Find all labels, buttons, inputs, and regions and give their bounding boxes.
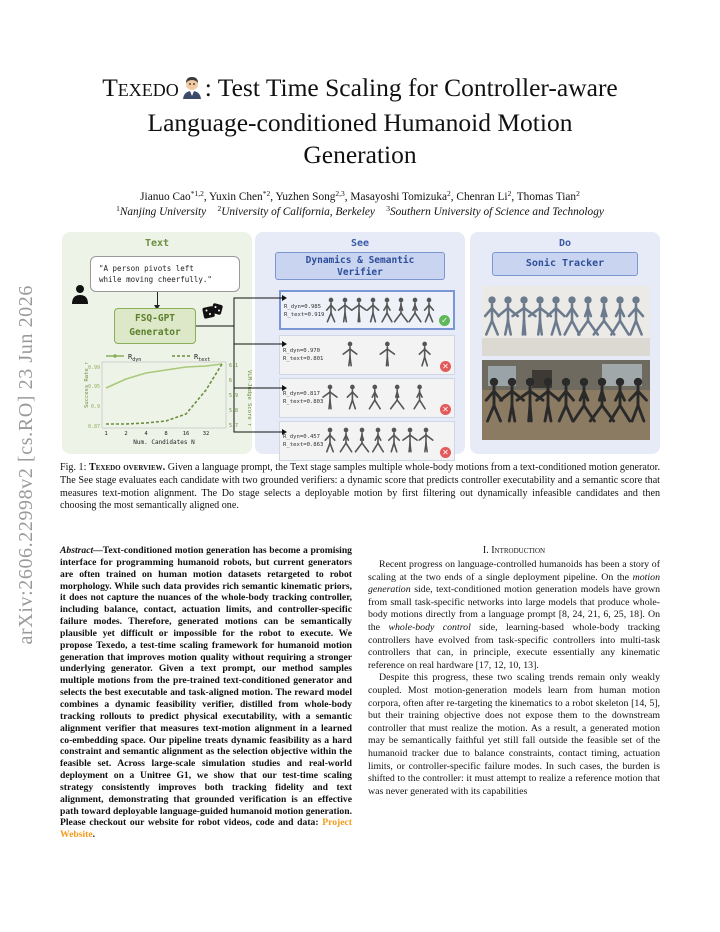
x-tick: 32: [202, 431, 210, 437]
intro-p1-em1: motion generation: [368, 571, 660, 596]
x-tick: 1: [104, 431, 108, 437]
y-right-tick: 6.1: [229, 363, 239, 369]
y-left-tick: 0.99: [87, 365, 100, 371]
score-text: R_text=0.863: [283, 442, 324, 448]
figure-caption: [60, 462, 660, 513]
author-sup: 2,3: [335, 189, 345, 198]
author: Thomas Tian: [516, 191, 577, 203]
verifier-line2: Verifier: [337, 267, 383, 278]
title-name: Texedo: [102, 73, 179, 102]
legend-text: $R_{text}$: [194, 353, 211, 363]
score-dyn: R_dyn=0.457: [283, 434, 321, 440]
generator-line2: Generator: [129, 327, 181, 338]
intro-p1-c: side, learning-based whole-body tracking controllers have evolved from task-specific controllers into multi-task controllers that can, in principle, execute essentially any kinematic reference on real hardware [17, 12, 10, 13].: [368, 621, 660, 671]
author: Chenran Li: [456, 191, 508, 203]
generator-line1: FSQ-GPT: [134, 313, 176, 324]
do-panel: [470, 232, 660, 454]
check-icon: ✓: [439, 315, 450, 326]
legend-dyn: $R_{dyn}$: [128, 353, 142, 363]
candidate-scores: [283, 390, 323, 406]
y-left-tick: 0.87: [87, 424, 100, 430]
candidate-motion: [279, 335, 455, 375]
do-panel-title: Do: [558, 238, 572, 249]
motion-frames: [320, 381, 442, 415]
intro-p1-a: Recent progress on language-controlled humanoids has been a story of scaling at the two ends of a single deployment pipeline. On the: [368, 559, 660, 583]
affiliation: Nanjing University: [119, 206, 207, 218]
y-right-tick: 6: [229, 378, 233, 384]
xlabel: Num. Candidates N: [133, 439, 195, 446]
author-sup: 2: [447, 189, 451, 198]
author: Yuxin Chen: [209, 191, 263, 203]
arxiv-id: arXiv:2606.22998v2 [cs.RO] 23 Jun 2026: [14, 285, 37, 645]
candidate-motion: [279, 421, 455, 461]
verifier-line1: Dynamics & Semantic: [305, 255, 415, 266]
y-left-tick: 0.9: [90, 404, 100, 410]
caption-body: Given a language prompt, the Text stage samples multiple whole-body motions from a text-conditioned motion generator. The See stage evaluates each candidate with two grounded verifiers: a dynamic score that predicts controller executability and a semantic score that measures text-motion alignment. The Do stage selects a deployable motion by first filtering out dynamically infeasible candidates and then choosing the most semantically aligned one.: [60, 462, 661, 512]
see-panel-title: See: [350, 238, 370, 249]
tracker-box: Sonic Tracker: [492, 252, 638, 276]
x-tick: 2: [124, 431, 128, 437]
motion-frames: [321, 294, 443, 328]
cross-icon: ✕: [440, 361, 451, 372]
author: Yuzhen Song: [275, 191, 336, 203]
abstract-label: Abstract: [60, 545, 94, 556]
candidate-scores: [283, 347, 323, 363]
intro-paragraph-2: Despite this progress, these two scaling trends remain only weakly coupled. Most motion-generation models learn from human motion corpora, often after re-targeting the kinematics to a robot skeleton [14, 5], but their training objective does not expose them to the downstream controller that must realize the motion. As a result, a generated motion may be semantically faithful yet still fall outside the feasible set of the humanoid tracker due to balance constraints, contact timing, actuation limits, or controller-specific failure modes. In such cases, the burden is shifted to the controller: it must attempt to realize a reference motion that was never generated with its capabilities: [368, 672, 660, 797]
score-text: R_text=0.803: [283, 399, 324, 405]
prompt-bubble: [90, 256, 240, 292]
author-sup: *1,2: [190, 189, 204, 198]
intro-text: [368, 559, 660, 798]
y-right-tick: 5.8: [229, 408, 239, 414]
author: Masayoshi Tomizuka: [350, 191, 448, 203]
real-robot-photo: [482, 360, 650, 440]
score-text: R_text=0.801: [283, 356, 324, 362]
author-sup: 2: [507, 189, 512, 198]
intro-paragraph-1: [368, 559, 660, 672]
caption-bold: Texedo overview.: [89, 462, 166, 473]
simulation-image: [482, 286, 650, 356]
motion-frames: [320, 338, 442, 372]
x-tick: 16: [182, 431, 190, 437]
prompt-line2: while moving cheerfully.": [99, 275, 212, 284]
ylabel-right: VLM-Judge Score ↑: [246, 370, 252, 427]
author-list: Jianuo Cao$^{*1,2}$, Yuxin Chen$^{*2}$, Yuzhen Song$^{2,3}$, Masayoshi Tomizuka$^2$, Chenran Li$^2$, Thomas Tian$^2$: [140, 189, 580, 203]
y-right-tick: 5.9: [229, 393, 239, 399]
person-face-icon: [180, 75, 204, 107]
candidate-scores: [283, 433, 323, 449]
section-number: I.: [482, 545, 489, 556]
author-sup: *2: [262, 189, 271, 198]
project-website-link[interactable]: Project Website: [60, 817, 352, 841]
x-tick: 8: [164, 431, 168, 437]
paper-title: [60, 72, 660, 171]
score-dyn: R_dyn=0.817: [283, 391, 321, 397]
figure-1: [62, 232, 660, 457]
title-line3: Generation: [303, 140, 417, 169]
caption-label: Fig. 1:: [60, 462, 87, 473]
score-dyn: R_dyn=0.985: [284, 304, 322, 310]
affiliation-sup: 3: [386, 204, 390, 213]
arxiv-stamp: [10, 255, 42, 675]
abstract: [60, 545, 352, 841]
affiliation: University of California, Berkeley: [221, 206, 375, 218]
arrow-down-icon: [157, 292, 158, 308]
candidate-motion: [279, 290, 455, 330]
candidate-scores: [284, 303, 324, 319]
section-title: Introduction: [491, 545, 546, 556]
intro-p1-em2: whole-body control: [388, 621, 471, 633]
title-line2: Language-conditioned Humanoid Motion: [147, 108, 573, 137]
fanout-arrows: [196, 292, 288, 442]
text-panel-title: Text: [144, 238, 170, 249]
candidate-motion: [279, 378, 455, 418]
section-heading: [368, 545, 660, 556]
prompt-line1: "A person pivots left: [99, 264, 194, 273]
author: Jianuo Cao: [140, 191, 191, 203]
verifier-box: [275, 252, 445, 280]
ylabel-left: Success Rate ↑: [84, 361, 90, 408]
abstract-end: .: [92, 829, 96, 841]
cross-icon: ✕: [440, 447, 451, 458]
affiliation-list: [60, 202, 660, 219]
generator-box: [114, 308, 196, 344]
title-line1: : Test Time Scaling for Controller-aware: [204, 73, 618, 102]
x-tick: 4: [144, 431, 148, 437]
user-icon: [72, 284, 88, 309]
score-dyn: R_dyn=0.970: [283, 348, 321, 354]
intro-p1-b: side, text-conditioned motion generation models have grown from small task-specific networks into large models that produce whole-body motions directly from a language prompt [8, 24, 21, 6, 25, 18]. On the: [368, 584, 660, 633]
affiliation-sup: 1: [116, 204, 120, 213]
score-text: R_text=0.919: [284, 312, 325, 318]
motion-frames: [320, 424, 442, 458]
plot-legend: [106, 353, 210, 363]
cross-icon: ✕: [440, 404, 451, 415]
affiliation-sup: 2: [217, 204, 222, 213]
y-right-tick: 5.7: [229, 423, 239, 429]
y-left-tick: 0.95: [87, 384, 100, 390]
abstract-body: —Text-conditioned motion generation has become a promising interface for programming humanoid robots, but current generators are often trained on human motion datasets retargeted to robot morphology. While such data provides rich semantic kinematic priors, it does not capture the nuances of the whole-body tracking controller, including balance, contact, actuation limits, and controller-specific failure modes. Therefore, generated motions can be semantically plausible yet difficult or impossible for the robot to execute. We propose Texedo, a test-time scaling framework for humanoid motion generation that improves motion quality without requiring a stronger underlying generator. Given a text prompt, our method samples multiple motions from the pre-trained text-conditioned generator and selects the best executable and task-aligned motion. The reward model combines a dynamic feasibility verifier, distilled from whole-body tracking rollouts to predict physical executability, with a semantic alignment verifier that measures text-motion alignment in a learned co-embedding space. Our pipeline treats dynamic feasibility as a hard constraint and semantic alignment as the selection objective within the feasible set. Across large-scale simulation studies and real-world deployment on a Unitree G1, we show that our test-time scaling strategy consistently improves both tracking fidelity and text alignment, demonstrating that grounded verification is an effective path toward deployable language-guided humanoid motion generation. Please checkout our website for robot videos, code and data:: [60, 545, 352, 829]
author-sup: 2: [576, 189, 580, 198]
affiliation: Southern University of Science and Technology: [390, 206, 604, 218]
